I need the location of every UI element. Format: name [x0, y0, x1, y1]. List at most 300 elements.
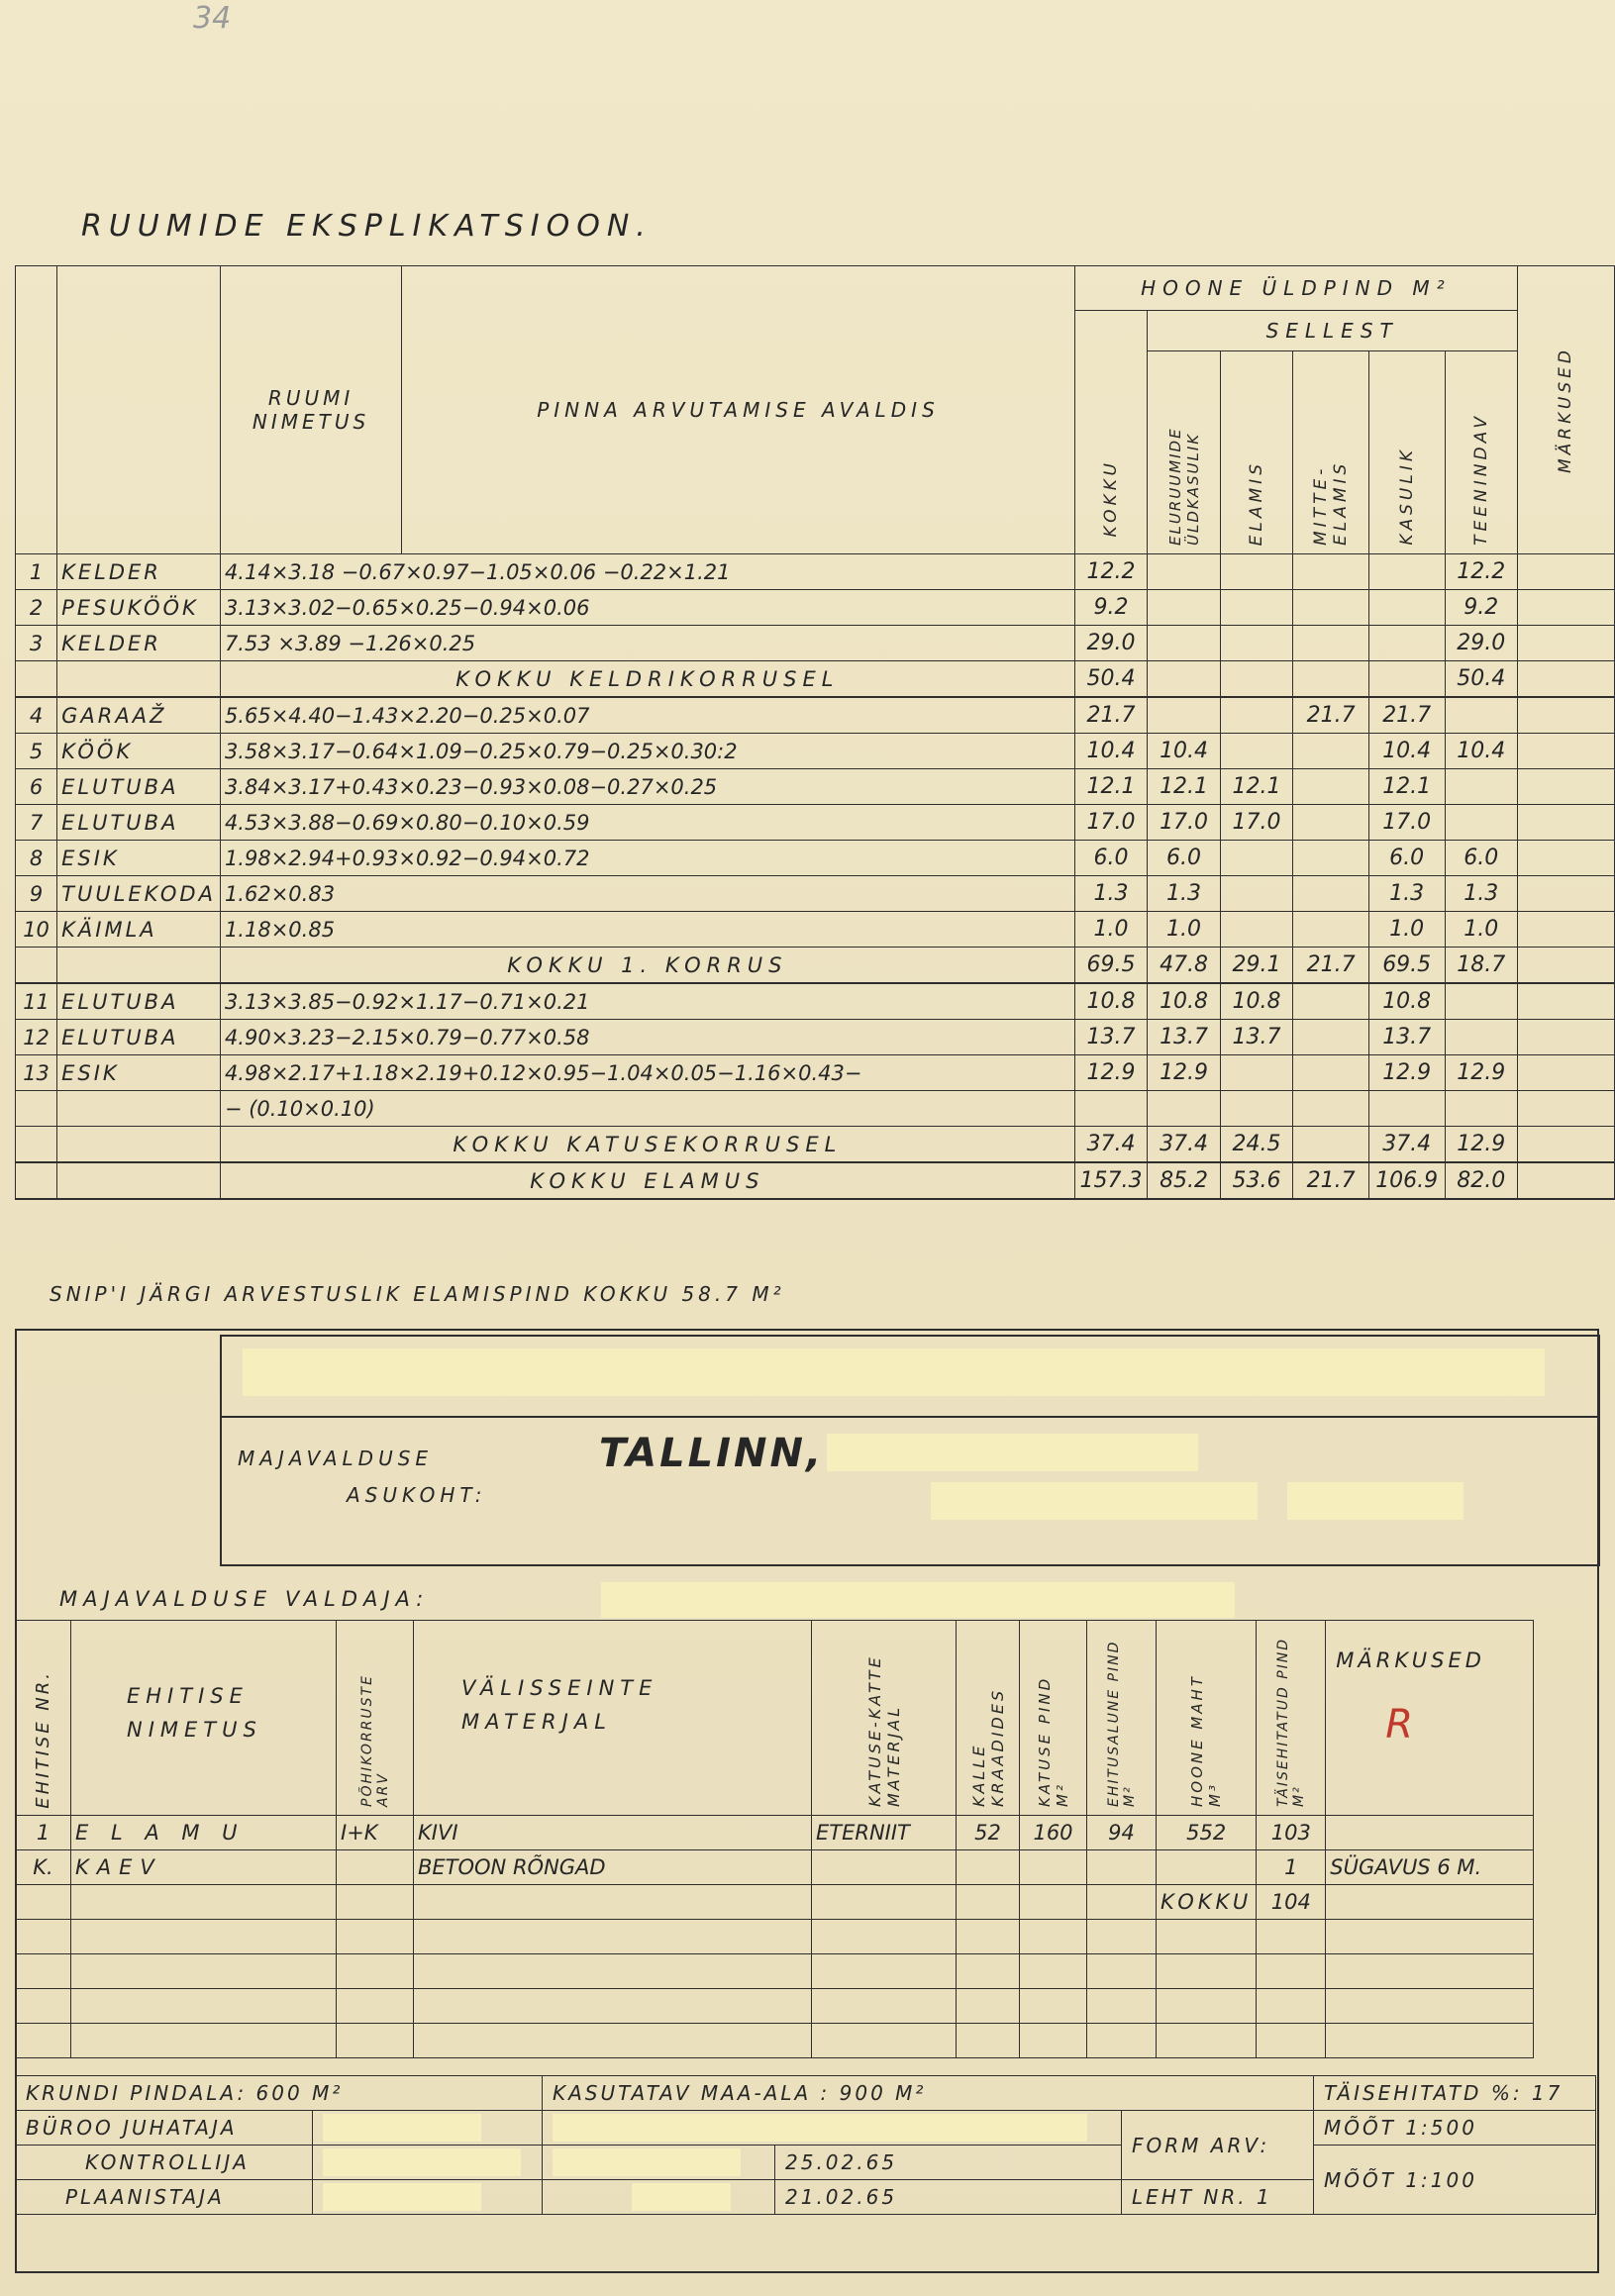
redacted-address — [827, 1434, 1198, 1471]
area-formula: 4.53×3.88−0.69×0.80−0.10×0.59 — [220, 805, 1074, 841]
header-living-rooms: ELURUUMIDE ÜLDKASULIK — [1165, 427, 1202, 546]
header-mitte-elamis: MITTE-ELAMIS — [1311, 459, 1352, 546]
bh-remarks: MÄRKUSED — [1336, 1648, 1485, 1672]
summary-footer-table — [15, 2075, 1596, 2215]
explication-row — [16, 1091, 1615, 1127]
remarks-cell — [1517, 1020, 1614, 1055]
empty-cell — [1326, 1885, 1534, 1920]
area-value: 10.4 — [1368, 734, 1445, 769]
scale-1: MÕÕT 1:500 — [1314, 2111, 1596, 2146]
row-number: 12 — [16, 1020, 57, 1055]
area-value: 157.3 — [1074, 1162, 1148, 1199]
redacted-address-2 — [931, 1482, 1258, 1520]
building-cell: I+K — [337, 1816, 414, 1850]
empty-cell — [414, 1885, 812, 1920]
building-empty-row — [16, 1920, 1534, 1954]
area-value: 21.7 — [1293, 948, 1369, 984]
total-label: KOKKU 1. KORRUS — [220, 948, 1074, 984]
empty-cell — [16, 1885, 71, 1920]
area-value — [1220, 1091, 1292, 1127]
row-number: 7 — [16, 805, 57, 841]
area-value: 6.0 — [1368, 841, 1445, 876]
area-value: 1.3 — [1445, 876, 1517, 912]
bh-building-name: EHITISE NIMETUS — [71, 1621, 337, 1816]
remarks-cell — [1517, 769, 1614, 805]
empty-cell — [1157, 1954, 1257, 1989]
empty-cell — [1020, 2024, 1087, 2058]
bh-wall-material: VÄLISSEINTE MATERJAL — [414, 1621, 812, 1816]
controller-label: KONTROLLIJA — [16, 2146, 313, 2180]
empty-cell — [812, 2024, 957, 2058]
area-value — [1293, 1020, 1369, 1055]
area-value: 50.4 — [1445, 661, 1517, 698]
empty-cell — [71, 1989, 337, 2024]
area-formula: − (0.10×0.10) — [220, 1091, 1074, 1127]
area-formula: 3.13×3.02−0.65×0.25−0.94×0.06 — [220, 590, 1074, 626]
remarks-cell — [1517, 734, 1614, 769]
area-value: 17.0 — [1074, 805, 1148, 841]
room-name: ELUTUBA — [57, 1020, 221, 1055]
header-kokku: KOKKU — [1101, 459, 1122, 538]
redacted-signature-1 — [323, 2114, 481, 2142]
bh-built-area: TÄISEHITATUD PIND M² — [1274, 1637, 1307, 1807]
redacted-signature-6 — [632, 2183, 731, 2211]
room-name: ESIK — [57, 1055, 221, 1091]
row-number — [16, 1127, 57, 1163]
bh-building-no: EHITISE NR. — [33, 1670, 53, 1809]
document-title: RUUMIDE EKSPLIKATSIOON. — [81, 209, 653, 244]
row-number: 5 — [16, 734, 57, 769]
snip-living-area-line: SNIP'I JÄRGI ARVESTUSLIK ELAMISPIND KOKKU 58.7 M² — [50, 1282, 785, 1306]
area-value: 85.2 — [1148, 1162, 1220, 1199]
empty-cell — [1257, 1920, 1326, 1954]
building-cell — [1157, 1850, 1257, 1885]
area-value: 17.0 — [1368, 805, 1445, 841]
area-value: 13.7 — [1074, 1020, 1148, 1055]
area-value — [1445, 805, 1517, 841]
room-name: KÖÖK — [57, 734, 221, 769]
bh-volume: HOONE MAHT M³ — [1188, 1673, 1225, 1807]
location-city: TALLINN, — [599, 1431, 825, 1476]
empty-cell — [812, 1920, 957, 1954]
empty-cell — [1157, 1989, 1257, 2024]
area-formula: 4.14×3.18 −0.67×0.97−1.05×0.06 −0.22×1.21 — [220, 554, 1074, 590]
header-kokku-cell — [1074, 311, 1148, 554]
explication-total-row — [16, 1127, 1615, 1163]
explication-table — [15, 265, 1615, 1200]
location-label-2: ASUKOHT: — [347, 1483, 487, 1507]
empty-cell — [71, 1885, 337, 1920]
room-name: ELUTUBA — [57, 805, 221, 841]
area-value — [1220, 590, 1292, 626]
remarks-cell — [1517, 554, 1614, 590]
area-formula: 1.62×0.83 — [220, 876, 1074, 912]
redacted-signature-2 — [553, 2114, 1087, 2142]
empty-cell — [1157, 2024, 1257, 2058]
explication-row — [16, 1020, 1615, 1055]
empty-cell — [1087, 1885, 1157, 1920]
area-value: 69.5 — [1368, 948, 1445, 984]
area-value — [1368, 590, 1445, 626]
area-value — [1445, 769, 1517, 805]
area-value: 9.2 — [1074, 590, 1148, 626]
area-value: 37.4 — [1368, 1127, 1445, 1163]
explication-row — [16, 983, 1615, 1020]
area-value: 6.0 — [1148, 841, 1220, 876]
area-value — [1148, 661, 1220, 698]
empty-cell — [1326, 1989, 1534, 2024]
building-cell: E L A M U — [71, 1816, 337, 1850]
area-value: 21.7 — [1293, 1162, 1369, 1199]
area-value: 10.8 — [1148, 983, 1220, 1020]
explication-row — [16, 912, 1615, 948]
empty-cell — [1157, 1920, 1257, 1954]
area-value: 17.0 — [1220, 805, 1292, 841]
area-value: 9.2 — [1445, 590, 1517, 626]
redacted-owner — [601, 1582, 1235, 1618]
area-value: 12.9 — [1148, 1055, 1220, 1091]
row-number: 6 — [16, 769, 57, 805]
remarks-cell — [1517, 876, 1614, 912]
redacted-block — [243, 1348, 1545, 1396]
remarks-cell — [1517, 805, 1614, 841]
used-area: KASUTATAV MAA-ALA : 900 M² — [543, 2076, 1314, 2111]
area-value: 12.9 — [1074, 1055, 1148, 1091]
area-value: 24.5 — [1220, 1127, 1292, 1163]
empty-cell — [1326, 1920, 1534, 1954]
empty-cell — [1020, 1885, 1087, 1920]
remarks-cell — [1517, 912, 1614, 948]
explication-total-row — [16, 661, 1615, 698]
room-name — [57, 1091, 221, 1127]
area-formula: 1.18×0.85 — [220, 912, 1074, 948]
area-value: 12.9 — [1445, 1055, 1517, 1091]
page-number: 34 — [193, 1, 232, 36]
area-value: 10.8 — [1368, 983, 1445, 1020]
explication-row — [16, 697, 1615, 734]
room-name: GARAAŽ — [57, 697, 221, 734]
explication-total-row — [16, 1162, 1615, 1199]
area-value — [1074, 1091, 1148, 1127]
built-percent: TÄISEHITATD %: 17 — [1314, 2076, 1596, 2111]
area-value: 21.7 — [1368, 697, 1445, 734]
area-value: 53.6 — [1220, 1162, 1292, 1199]
area-formula: 1.98×2.94+0.93×0.92−0.94×0.72 — [220, 841, 1074, 876]
area-value — [1220, 876, 1292, 912]
room-name: ELUTUBA — [57, 983, 221, 1020]
location-label-1: MAJAVALDUSE — [238, 1447, 434, 1470]
row-number — [16, 661, 57, 698]
area-value — [1148, 697, 1220, 734]
area-formula: 3.13×3.85−0.92×1.17−0.71×0.21 — [220, 983, 1074, 1020]
area-value — [1293, 554, 1369, 590]
empty-cell — [957, 1885, 1020, 1920]
building-empty-row — [16, 2024, 1534, 2058]
empty-cell — [1020, 1989, 1087, 2024]
row-number — [16, 948, 57, 984]
area-value — [1220, 554, 1292, 590]
empty-cell — [414, 2024, 812, 2058]
room-name — [57, 1127, 221, 1163]
area-value: 13.7 — [1220, 1020, 1292, 1055]
room-name: ELUTUBA — [57, 769, 221, 805]
area-value: 21.7 — [1074, 697, 1148, 734]
buildings-total-row — [16, 1885, 1534, 1920]
row-number: 2 — [16, 590, 57, 626]
area-formula: 4.90×3.23−2.15×0.79−0.77×0.58 — [220, 1020, 1074, 1055]
building-cell: ETERNIIT — [812, 1816, 957, 1850]
remarks-cell — [1517, 626, 1614, 661]
area-value — [1368, 554, 1445, 590]
area-value — [1220, 1055, 1292, 1091]
area-value: 1.0 — [1368, 912, 1445, 948]
building-cell: KAEV — [71, 1850, 337, 1885]
area-value — [1220, 841, 1292, 876]
empty-cell — [1087, 1989, 1157, 2024]
area-formula: 7.53 ×3.89 −1.26×0.25 — [220, 626, 1074, 661]
remarks-cell — [1517, 590, 1614, 626]
header-formula: PINNA ARVUTAMISE AVALDIS — [402, 266, 1075, 554]
building-cell — [1326, 1816, 1534, 1850]
building-cell — [337, 1850, 414, 1885]
plot-area: KRUNDI PINDALA: 600 M² — [16, 2076, 543, 2111]
header-total-area: HOONE ÜLDPIND M² — [1074, 266, 1517, 311]
area-value: 10.8 — [1220, 983, 1292, 1020]
row-number: 11 — [16, 983, 57, 1020]
building-cell: 160 — [1020, 1816, 1087, 1850]
scale-2: MÕÕT 1:100 — [1314, 2146, 1596, 2215]
empty-cell — [16, 1954, 71, 1989]
area-value — [1445, 1020, 1517, 1055]
area-value: 47.8 — [1148, 948, 1220, 984]
empty-cell — [1257, 1954, 1326, 1989]
date-2: 21.02.65 — [775, 2180, 1122, 2215]
room-name: KELDER — [57, 554, 221, 590]
empty-cell — [957, 2024, 1020, 2058]
empty-cell — [71, 1920, 337, 1954]
total-label: KOKKU KATUSEKORRUSEL — [220, 1127, 1074, 1163]
building-cell — [957, 1850, 1020, 1885]
total-label: KOKKU ELAMUS — [220, 1162, 1074, 1199]
area-value: 50.4 — [1074, 661, 1148, 698]
area-value — [1220, 626, 1292, 661]
area-value: 1.0 — [1148, 912, 1220, 948]
empty-cell — [1087, 1920, 1157, 1954]
building-cell: 1 — [1257, 1850, 1326, 1885]
area-value: 12.9 — [1368, 1055, 1445, 1091]
empty-cell — [71, 2024, 337, 2058]
empty-cell — [337, 1954, 414, 1989]
empty-cell — [16, 2024, 71, 2058]
area-value — [1368, 1091, 1445, 1127]
building-cell: 94 — [1087, 1816, 1157, 1850]
explication-row — [16, 590, 1615, 626]
explication-header-row-1 — [16, 266, 1615, 311]
empty-cell — [957, 1954, 1020, 1989]
remarks-cell — [1517, 1055, 1614, 1091]
row-number: 8 — [16, 841, 57, 876]
area-value — [1148, 554, 1220, 590]
area-value — [1293, 590, 1369, 626]
area-value: 1.3 — [1074, 876, 1148, 912]
empty-cell — [1326, 1954, 1534, 1989]
building-cell: 552 — [1157, 1816, 1257, 1850]
area-value: 12.1 — [1368, 769, 1445, 805]
area-value: 29.1 — [1220, 948, 1292, 984]
row-number: 9 — [16, 876, 57, 912]
area-value: 17.0 — [1148, 805, 1220, 841]
area-value: 10.4 — [1074, 734, 1148, 769]
empty-cell — [414, 1920, 812, 1954]
area-value: 10.4 — [1148, 734, 1220, 769]
explication-row — [16, 876, 1615, 912]
explication-row — [16, 734, 1615, 769]
area-value — [1293, 661, 1369, 698]
area-value: 1.3 — [1368, 876, 1445, 912]
building-cell: SÜGAVUS 6 M. — [1326, 1850, 1534, 1885]
building-cell — [812, 1850, 957, 1885]
empty-cell — [812, 1954, 957, 1989]
room-name — [57, 661, 221, 698]
remarks-cell — [1517, 1127, 1614, 1163]
room-name — [57, 1162, 221, 1199]
owner-label: MAJAVALDUSE VALDAJA: — [59, 1587, 430, 1611]
area-value: 12.2 — [1445, 554, 1517, 590]
area-value — [1293, 1055, 1369, 1091]
area-value: 12.9 — [1445, 1127, 1517, 1163]
explication-row — [16, 805, 1615, 841]
bh-roof-area: KATUSE PIND M² — [1035, 1675, 1071, 1807]
area-value: 13.7 — [1368, 1020, 1445, 1055]
empty-cell — [812, 1989, 957, 2024]
row-number: 10 — [16, 912, 57, 948]
sheet-number: LEHT NR. 1 — [1122, 2180, 1314, 2215]
empty-cell — [1087, 2024, 1157, 2058]
area-value: 21.7 — [1293, 697, 1369, 734]
empty-cell — [71, 1954, 337, 1989]
row-number — [16, 1162, 57, 1199]
area-value: 12.1 — [1148, 769, 1220, 805]
explication-body — [16, 554, 1615, 1200]
area-value — [1445, 697, 1517, 734]
area-value — [1293, 626, 1369, 661]
building-row — [16, 1850, 1534, 1885]
redacted-signature-4 — [553, 2148, 741, 2176]
header-kasulik: KASULIK — [1396, 447, 1417, 546]
area-value — [1220, 734, 1292, 769]
empty-cell — [337, 1989, 414, 2024]
redacted-address-3 — [1287, 1482, 1464, 1520]
building-empty-row — [16, 1989, 1534, 2024]
bh-roof-material: KATUSE-KATTE MATERJAL — [864, 1654, 903, 1807]
planner-label: PLAANISTAJA — [16, 2180, 313, 2215]
empty-cell — [957, 1989, 1020, 2024]
building-row — [16, 1816, 1534, 1850]
remarks-cell — [1517, 983, 1614, 1020]
header-room-name: RUUMI NIMETUS — [220, 266, 401, 554]
header-teenindav: TEENINDAV — [1470, 413, 1491, 546]
header-remarks: MÄRKUSED — [1556, 346, 1576, 474]
area-value — [1368, 661, 1445, 698]
header-remarks-cell — [1517, 266, 1614, 554]
building-cell: 1 — [16, 1816, 71, 1850]
area-value — [1220, 697, 1292, 734]
buildings-header-row — [16, 1621, 1534, 1816]
remarks-cell — [1517, 697, 1614, 734]
explication-row — [16, 841, 1615, 876]
area-formula: 5.65×4.40−1.43×2.20−0.25×0.07 — [220, 697, 1074, 734]
area-value: 12.1 — [1074, 769, 1148, 805]
total-value: 104 — [1257, 1885, 1326, 1920]
redacted-signature-3 — [323, 2148, 521, 2176]
area-value — [1445, 983, 1517, 1020]
area-value — [1148, 626, 1220, 661]
remarks-cell — [1517, 1091, 1614, 1127]
area-value — [1220, 661, 1292, 698]
room-name: PESUKÖÖK — [57, 590, 221, 626]
empty-cell — [1020, 1920, 1087, 1954]
redacted-signature-5 — [323, 2183, 481, 2211]
building-cell: KIVI — [414, 1816, 812, 1850]
empty-cell — [337, 1885, 414, 1920]
explication-row — [16, 626, 1615, 661]
remarks-cell — [1517, 661, 1614, 698]
header-of-which: SELLEST — [1148, 311, 1518, 351]
building-cell: 103 — [1257, 1816, 1326, 1850]
empty-cell — [1257, 1989, 1326, 2024]
area-value — [1293, 734, 1369, 769]
total-label: KOKKU — [1157, 1885, 1257, 1920]
area-value: 13.7 — [1148, 1020, 1220, 1055]
room-name: ESIK — [57, 841, 221, 876]
area-value — [1445, 1091, 1517, 1127]
bh-slope: KALLE KRAADIDES — [968, 1687, 1007, 1807]
row-number — [16, 1091, 57, 1127]
area-value — [1368, 626, 1445, 661]
bh-floors: PÕHIKORRUSTE ARV — [358, 1674, 391, 1807]
explication-total-row — [16, 948, 1615, 984]
empty-cell — [957, 1920, 1020, 1954]
buildings-body — [16, 1816, 1534, 2058]
area-value — [1148, 590, 1220, 626]
area-formula: 3.58×3.17−0.64×1.09−0.25×0.79−0.25×0.30:2 — [220, 734, 1074, 769]
area-value: 10.4 — [1445, 734, 1517, 769]
building-cell: BETOON RÕNGAD — [414, 1850, 812, 1885]
area-value: 18.7 — [1445, 948, 1517, 984]
area-value — [1148, 1091, 1220, 1127]
area-value — [1293, 1127, 1369, 1163]
remarks-cell — [1517, 841, 1614, 876]
area-value: 1.3 — [1148, 876, 1220, 912]
area-value: 106.9 — [1368, 1162, 1445, 1199]
area-formula: 4.98×2.17+1.18×2.19+0.12×0.95−1.04×0.05−1.16×0.43− — [220, 1055, 1074, 1091]
area-value — [1293, 983, 1369, 1020]
area-value: 10.8 — [1074, 983, 1148, 1020]
approval-mark: R — [1385, 1702, 1418, 1747]
header-elamis: ELAMIS — [1247, 459, 1267, 546]
area-value: 1.0 — [1074, 912, 1148, 948]
building-cell — [1020, 1850, 1087, 1885]
empty-cell — [414, 1989, 812, 2024]
form-number: FORM ARV: — [1122, 2111, 1314, 2180]
row-number: 3 — [16, 626, 57, 661]
remarks-cell — [1517, 948, 1614, 984]
row-number: 1 — [16, 554, 57, 590]
row-number: 4 — [16, 697, 57, 734]
empty-cell — [16, 1989, 71, 2024]
buildings-table — [15, 1620, 1534, 2058]
total-label: KOKKU KELDRIKORRUSEL — [220, 661, 1074, 698]
